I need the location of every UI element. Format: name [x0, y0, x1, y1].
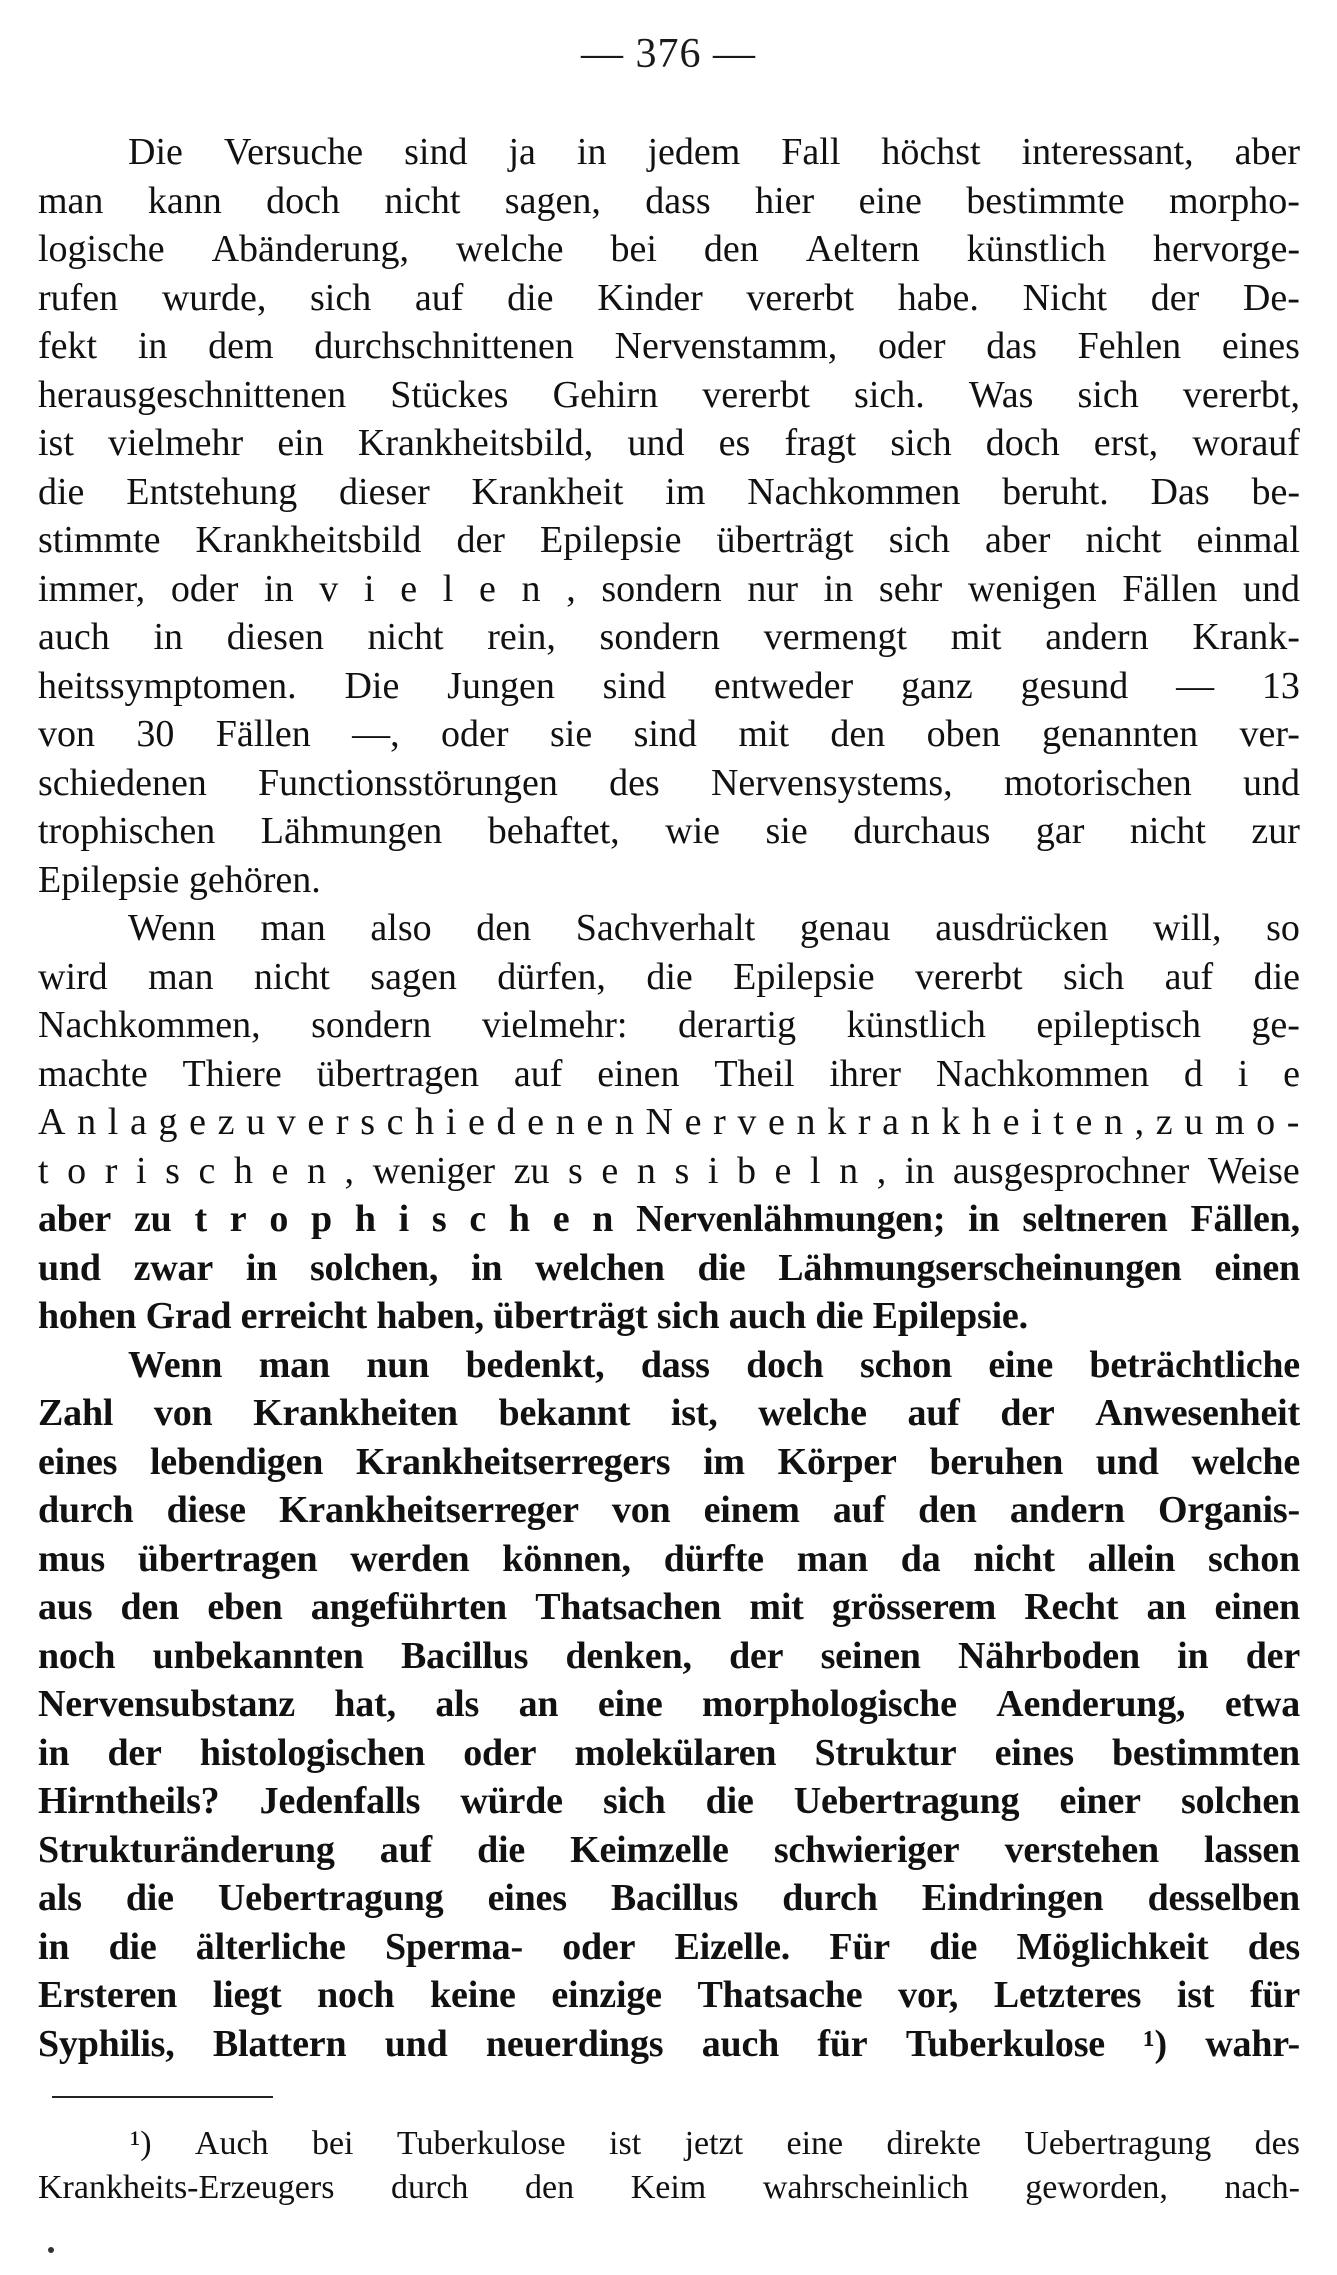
- text-line: Ersteren liegt noch keine einzige Thatsache vor, Letzteres ist für: [38, 1974, 1300, 2016]
- footnote-divider: [52, 2096, 273, 2098]
- text-line: durch diese Krankheitserreger von einem auf den andern Organis-: [38, 1489, 1300, 1531]
- text-line: eines lebendigen Krankheitserregers im Körper beruhen und welche: [38, 1440, 1300, 1483]
- text-line: man kann doch nicht sagen, dass hier eine bestimmte morpho-: [38, 179, 1300, 222]
- text-line: immer, oder in v i e l e n , sondern nur in sehr wenigen Fällen und: [38, 567, 1300, 610]
- text-line: t o r i s c h e n , weniger zu s e n s i b e l n , in ausgesprochner Weise: [38, 1149, 1300, 1192]
- text-line: von 30 Fällen —, oder sie sind mit den oben genannten ver-: [38, 713, 1300, 755]
- text-line: schiedenen Functionsstörungen des Nervensystems, motorischen und: [38, 761, 1300, 804]
- text-line: aber zu t r o p h i s c h e n Nervenlähmungen; in seltneren Fällen,: [38, 1198, 1300, 1240]
- text-line: stimmte Krankheitsbild der Epilepsie überträgt sich aber nicht einmal: [38, 519, 1300, 561]
- text-line: herausgeschnittenen Stückes Gehirn vererbt sich. Was sich vererbt,: [38, 373, 1300, 416]
- text-line: heitssymptomen. Die Jungen sind entweder ganz gesund — 13: [38, 664, 1300, 707]
- text-line: Wenn man also den Sachverhalt genau ausdrücken will, so: [128, 907, 1300, 949]
- text-line: machte Thiere übertragen auf einen Theil ihrer Nachkommen d i e: [38, 1052, 1300, 1095]
- text-line: als die Uebertragung eines Bacillus durch Eindringen desselben: [38, 1877, 1300, 1919]
- text-line: Nachkommen, sondern vielmehr: derartig künstlich epileptisch ge-: [38, 1004, 1300, 1046]
- text-line: Hirntheils? Jedenfalls würde sich die Uebertragung einer solchen: [38, 1780, 1300, 1822]
- text-line: noch unbekannten Bacillus denken, der seinen Nährboden in der: [38, 1634, 1300, 1677]
- footnote-line: Krankheits-Erzeugers durch den Keim wahrscheinlich geworden, nach-: [38, 2169, 1300, 2206]
- text-line: die Entstehung dieser Krankheit im Nachkommen beruht. Das be-: [38, 470, 1300, 513]
- text-line: Nervensubstanz hat, als an eine morphologische Aenderung, etwa: [38, 1683, 1300, 1725]
- text-line: wird man nicht sagen dürfen, die Epilepsie vererbt sich auf die: [38, 955, 1300, 998]
- print-speck: [48, 2247, 54, 2253]
- text-line: A n l a g e z u v e r s c h i e d e n e n N e r v e n k r a n k h e i t e n , z u m o -: [38, 1101, 1300, 1143]
- text-line: Die Versuche sind ja in jedem Fall höchst interessant, aber: [128, 131, 1300, 173]
- text-line: Epilepsie gehören.: [38, 858, 321, 901]
- text-line: Syphilis, Blattern und neuerdings auch für Tuberkulose ¹) wahr-: [38, 2022, 1300, 2065]
- text-line: mus übertragen werden können, dürfte man da nicht allein schon: [38, 1537, 1300, 1580]
- text-line: logische Abänderung, welche bei den Aeltern künstlich hervorge-: [38, 228, 1300, 270]
- text-line: rufen wurde, sich auf die Kinder vererbt habe. Nicht der De-: [38, 276, 1300, 319]
- text-line: ist vielmehr ein Krankheitsbild, und es fragt sich doch erst, worauf: [38, 422, 1300, 464]
- text-line: in die älterliche Sperma- oder Eizelle. Für die Möglichkeit des: [38, 1925, 1300, 1968]
- text-line: fekt in dem durchschnittenen Nervenstamm, oder das Fehlen eines: [38, 325, 1300, 367]
- body-text: [38, 128, 1300, 2068]
- text-line: und zwar in solchen, in welchen die Lähmungserscheinungen einen: [38, 1246, 1300, 1289]
- text-line: Zahl von Krankheiten bekannt ist, welche auf der Anwesenheit: [38, 1392, 1300, 1434]
- text-line: Wenn man nun bedenkt, dass doch schon eine beträchtliche: [128, 1343, 1300, 1386]
- text-line: aus den eben angeführten Thatsachen mit grösserem Recht an einen: [38, 1586, 1300, 1628]
- footnote: [38, 2122, 1300, 2210]
- text-line: Strukturänderung auf die Keimzelle schwieriger verstehen lassen: [38, 1828, 1300, 1871]
- page-number: — 376 —: [581, 31, 756, 77]
- text-line: auch in diesen nicht rein, sondern vermengt mit andern Krank-: [38, 616, 1300, 658]
- footnote-line: ¹) Auch bei Tuberkulose ist jetzt eine direkte Uebertragung des: [130, 2125, 1300, 2162]
- text-line: hohen Grad erreicht haben, überträgt sich auch die Epilepsie.: [38, 1295, 1028, 1337]
- text-line: trophischen Lähmungen behaftet, wie sie durchaus gar nicht zur: [38, 810, 1300, 852]
- text-line: in der histologischen oder molekülaren Struktur eines bestimmten: [38, 1731, 1300, 1774]
